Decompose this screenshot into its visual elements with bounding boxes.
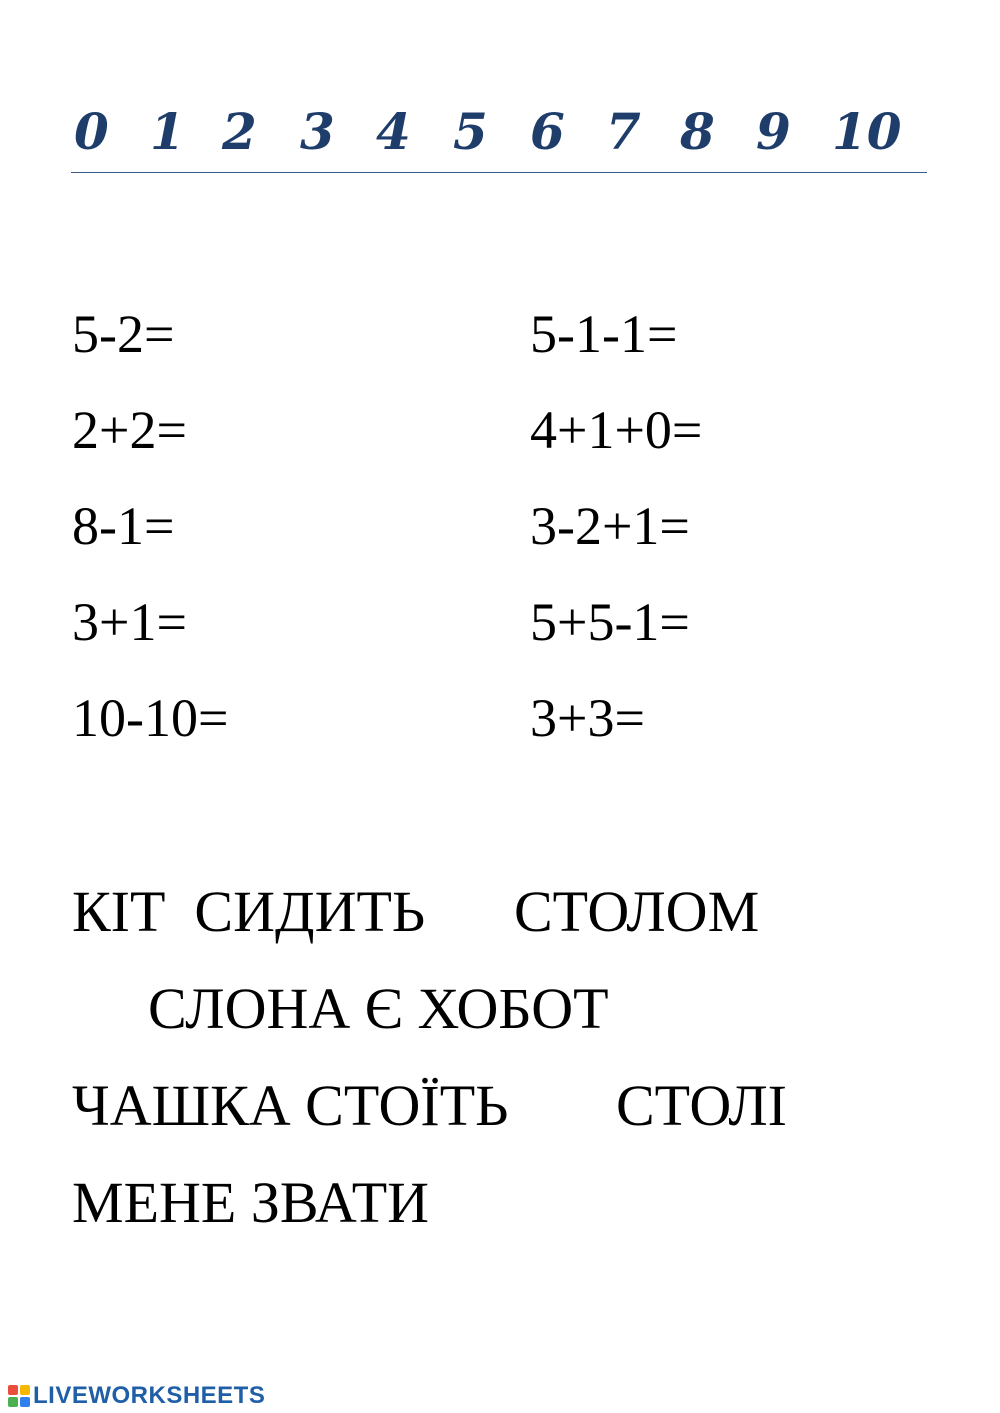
- expression-right-5[interactable]: 3+3=: [530, 688, 645, 748]
- expression-right-1[interactable]: 5-1-1=: [530, 304, 678, 364]
- expression-left-5[interactable]: 10-10=: [72, 688, 229, 748]
- expression-right-3[interactable]: 3-2+1=: [530, 496, 690, 556]
- number-4: 4: [376, 102, 411, 161]
- expression-left-1[interactable]: 5-2=: [72, 304, 175, 364]
- sentence-3-part-a: ЧАШКА СТОЇТЬ: [72, 1073, 509, 1138]
- liveworksheets-logo: [8, 1381, 265, 1411]
- number-6: 6: [530, 102, 565, 161]
- number-8: 8: [680, 102, 715, 161]
- number-line: [72, 100, 952, 164]
- sentence-3-part-b: СТОЛІ: [616, 1073, 787, 1138]
- number-0: 0: [74, 102, 109, 161]
- expression-right-2[interactable]: 4+1+0=: [530, 400, 703, 460]
- number-10: 10: [832, 102, 902, 161]
- number-2: 2: [222, 102, 257, 161]
- liveworksheets-logo-icon: [8, 1385, 30, 1407]
- number-9: 9: [756, 102, 791, 161]
- expression-left-3[interactable]: 8-1=: [72, 496, 175, 556]
- number-3: 3: [300, 102, 335, 161]
- expression-left-2[interactable]: 2+2=: [72, 400, 187, 460]
- number-5: 5: [453, 102, 488, 161]
- expression-right-4[interactable]: 5+5-1=: [530, 592, 690, 652]
- sentence-1-part-a: КІТ СИДИТЬ: [72, 879, 426, 944]
- number-line-divider: [71, 172, 927, 173]
- number-7: 7: [606, 102, 641, 161]
- sentence-4: МЕНЕ ЗВАТИ: [72, 1170, 430, 1235]
- logo-text: LIVEWORKSHEETS: [33, 1382, 266, 1409]
- expression-left-4[interactable]: 3+1=: [72, 592, 187, 652]
- sentence-2: СЛОНА Є ХОБОТ: [148, 976, 609, 1041]
- sentence-1-part-b: СТОЛОМ: [514, 879, 760, 944]
- number-1: 1: [150, 102, 185, 161]
